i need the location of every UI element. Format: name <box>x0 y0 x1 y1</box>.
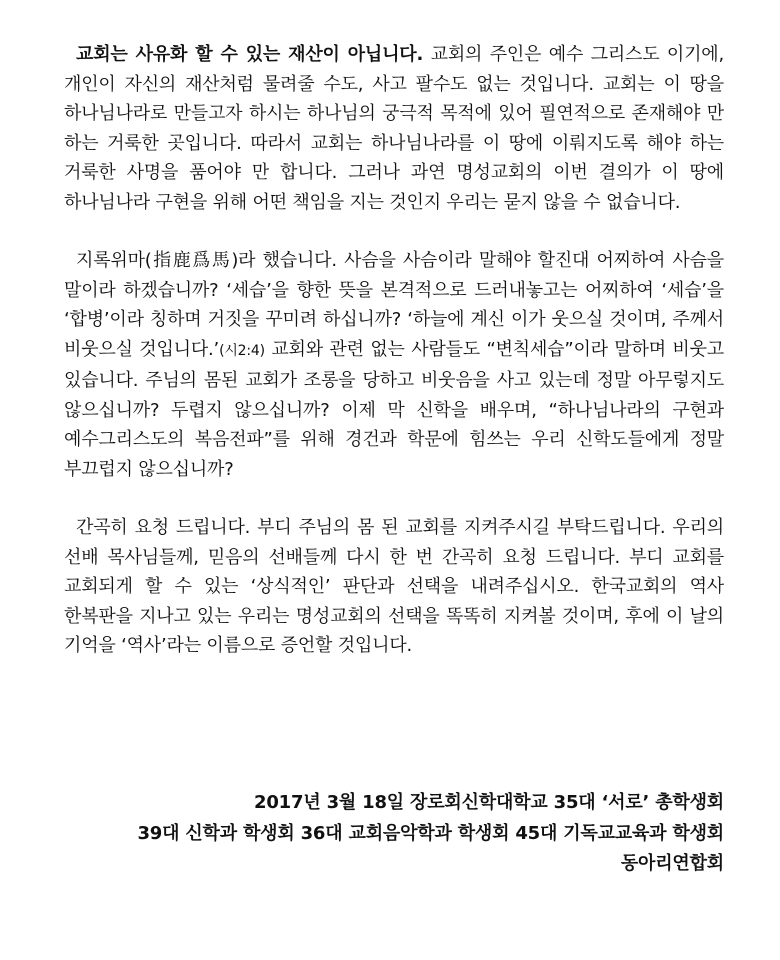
paragraph-2-text-after-citation: 교회와 관련 없는 사람들도 “변칙세습”이라 말하며 비웃고 있습니다. 주님의 몸된 교회가 조롱을 당하고 비웃음을 사고 있는데 정말 아무렇지도 않으십니까? 두렵지 않으십니까? 이제 막 신학을 배우며, “하나님나라의 구현과 예수그리스도의 복음전파”를 위해 경건과 학문에 힘쓰는 우리 신학도들에게 정말 부끄럽지 않으십니까? <box>64 338 724 480</box>
signature-line-3: 동아리연합회 <box>620 853 724 874</box>
signature-block <box>137 788 724 880</box>
paragraph-3-body: 간곡히 요청 드립니다. 부디 주님의 몸 된 교회를 지켜주시길 부탁드립니다. 우리의 선배 목사님들께, 믿음의 선배들께 다시 한 번 간곡히 요청 드립니다. 부디 교회를 교회되게 할 수 있는 ‘상식적인’ 판단과 선택을 내려주십시오. 한국교회의 역사 한복판을 지나고 있는 우리는 명성교회의 선택을 똑똑히 지켜볼 것이며, 후에 이 날의 기억을 ‘역사’라는 이름으로 증언할 것입니다. <box>64 517 724 656</box>
paragraph-2 <box>64 246 724 484</box>
paragraph-1-body: 교회의 주인은 예수 그리스도 이기에, 개인이 자신의 재산처럼 물려줄 수도, 사고 팔수도 없는 것입니다. 교회는 이 땅을 하나님나라로 만들고자 하시는 하나님의 궁극적 목적에 있어 필연적으로 존재해야 만 하는 거룩한 곳입니다. 따라서 교회는 하나님나라를 이 땅에 이뤄지도록 해야 하는 거룩한 사명을 품어야 만 합니다. 그러나 과연 명성교회의 이번 결의가 이 땅에 하나님나라 구현을 위해 어떤 책임을 지는 것인지 우리는 묻지 않을 수 없습니다. <box>64 44 725 213</box>
paragraph-1-lead: 교회는 사유화 할 수 있는 재산이 아닙니다. <box>76 44 424 65</box>
paragraph-1 <box>64 40 724 217</box>
document-body <box>64 40 724 661</box>
paragraph-2-text-before-citation: 지록위마(指鹿爲馬)라 했습니다. 사슴을 사슴이라 말해야 할진대 어찌하여 사슴을 말이라 하겠습니까? ‘세습’을 향한 뜻을 본격적으로 드러내놓고는 어찌하여 ‘세습’을 ‘합병’이라 칭하며 거짓을 꾸미려 하십니까? ‘하늘에 계신 이가 웃으실 것이며, 주께서 비웃으실 것입니다.’ <box>64 250 724 360</box>
signature-line-1: 2017년 3월 18일 장로회신학대학교 35대 ‘서로’ 총학생회 <box>254 792 724 813</box>
scripture-citation: (시2:4) <box>219 342 265 359</box>
paragraph-3 <box>64 513 724 661</box>
signature-line-2: 39대 신학과 학생회 36대 교회음악학과 학생회 45대 기독교교육과 학생회 <box>137 822 724 844</box>
